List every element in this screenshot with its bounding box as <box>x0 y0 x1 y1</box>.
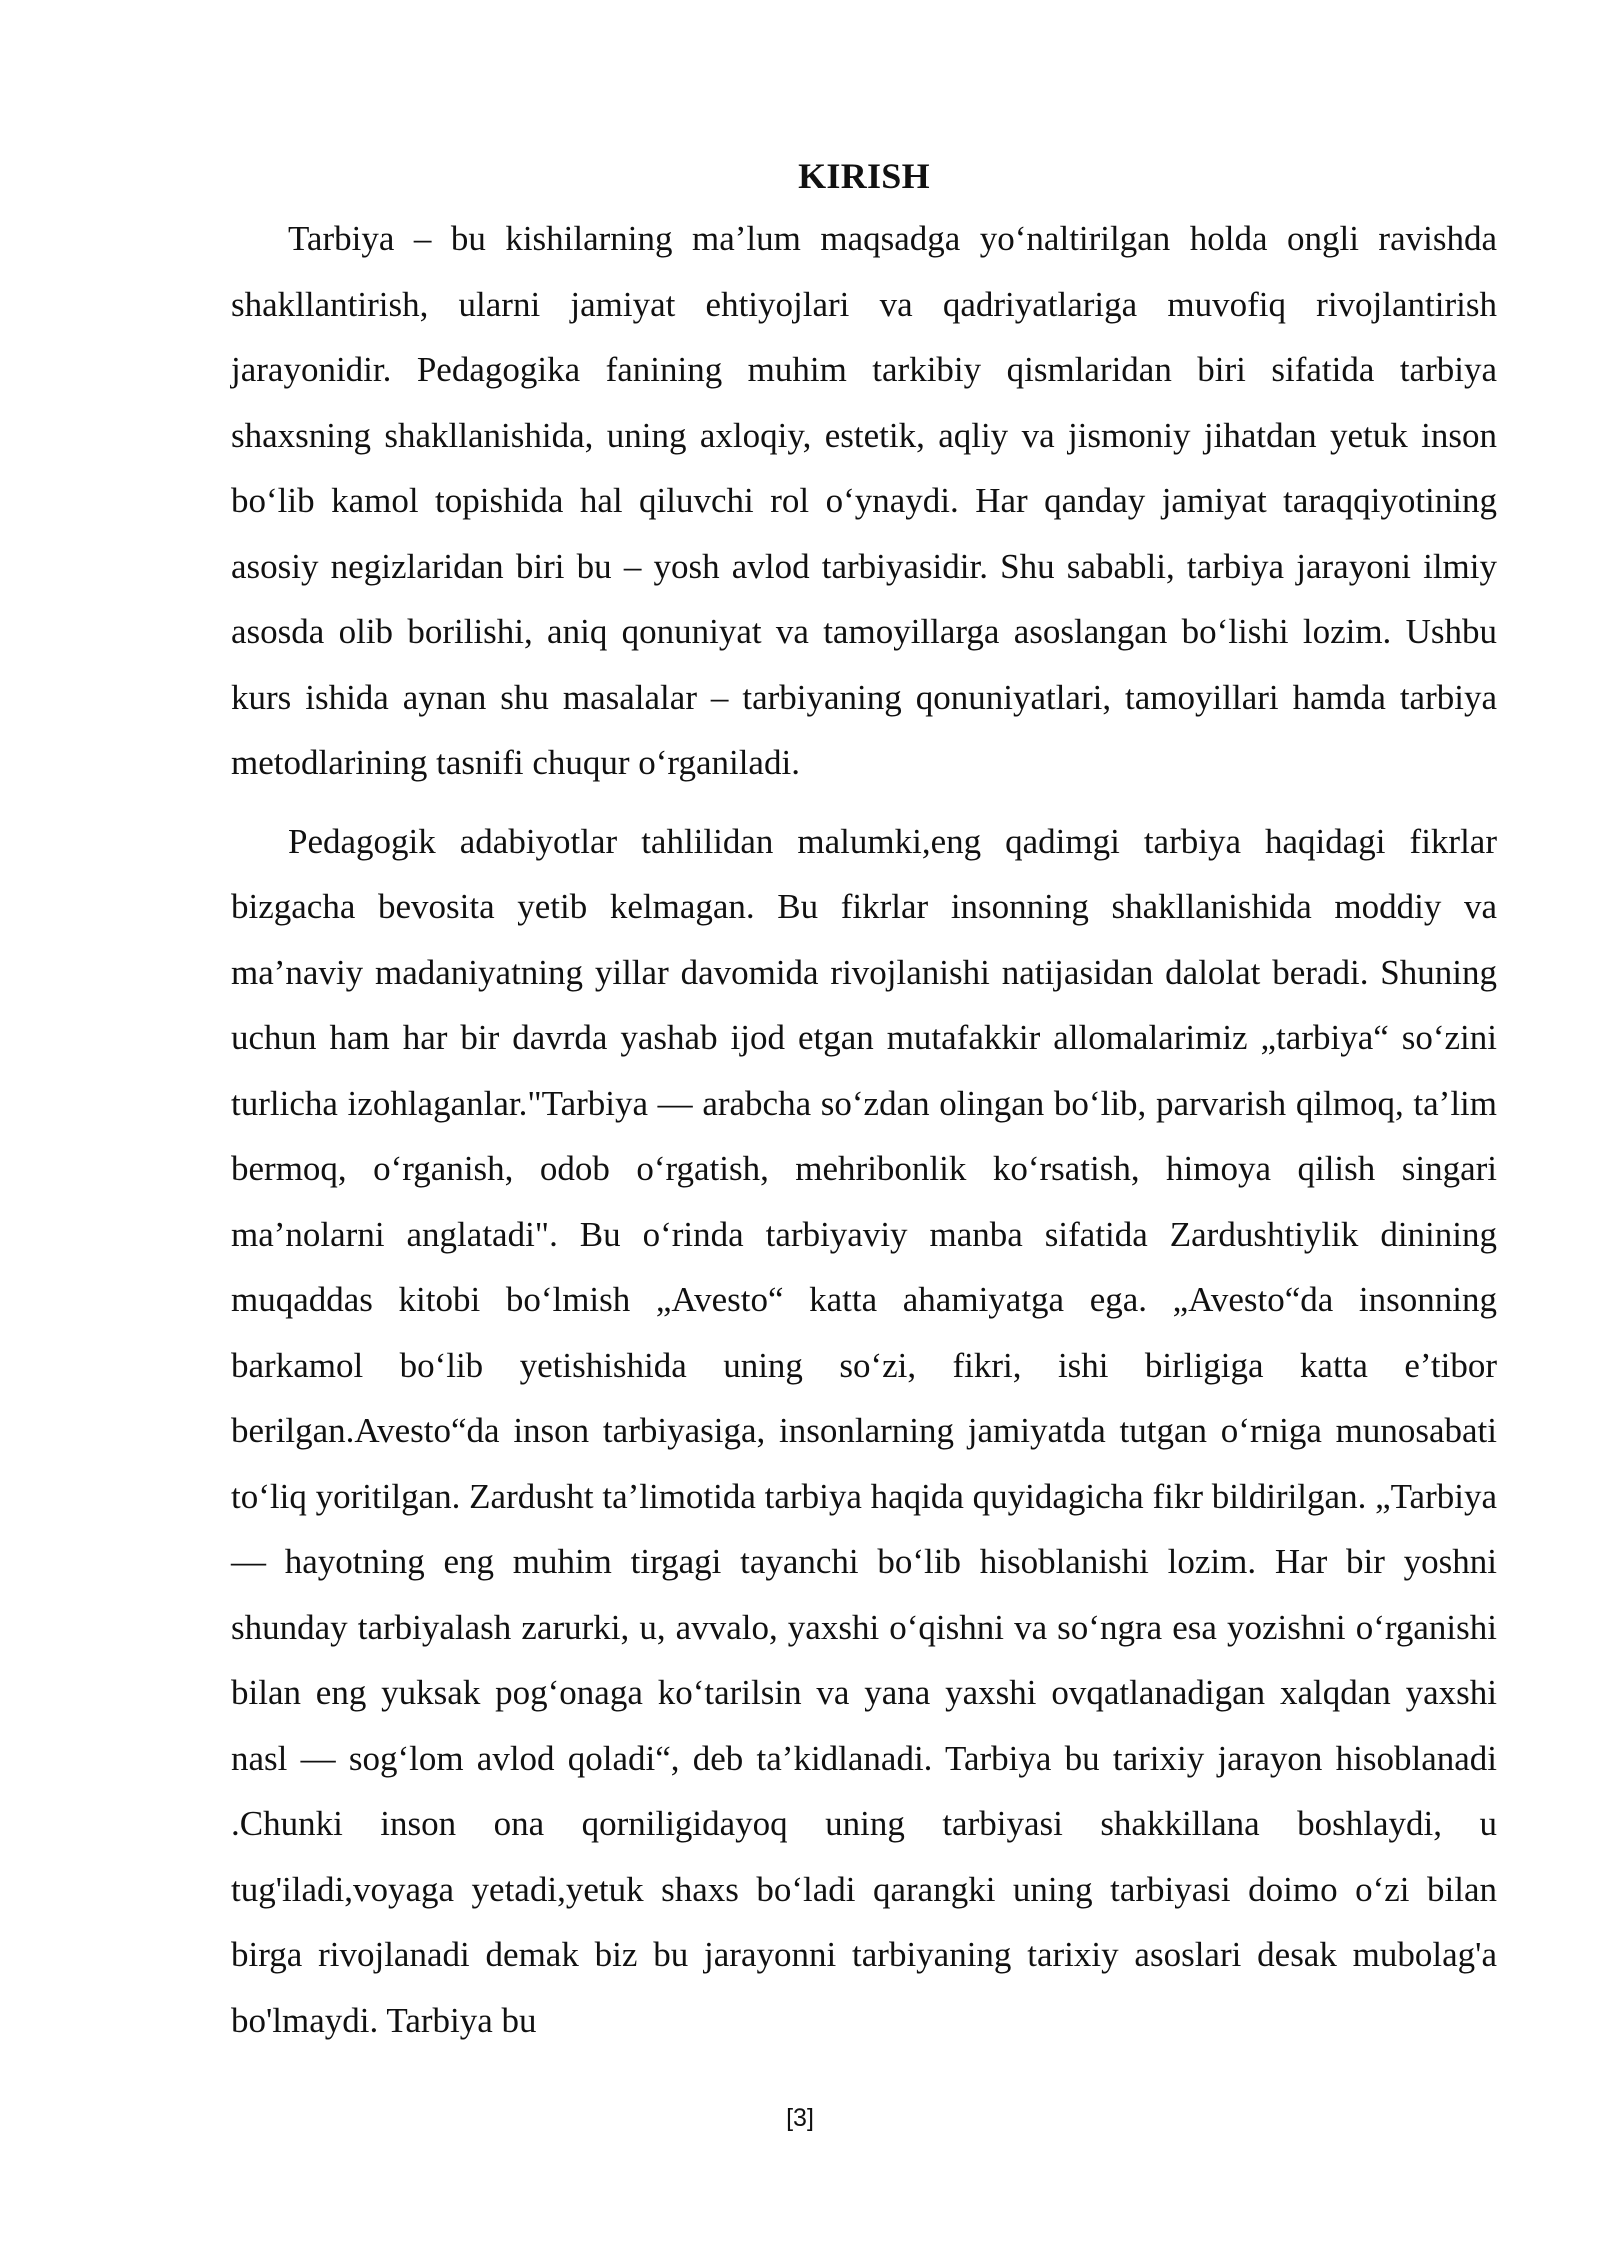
paragraph-history: Pedagogik adabiyotlar tahlilidan malumki,eng qadimgi tarbiya haqidagi fikrlar bizgacha bevosita yetib kelmagan. Bu fikrlar insonning shakllanishida moddiy va ma’naviy madaniyatning yillar davomida rivojlanishi natijasidan dalolat beradi. Shuning uchun ham har bir davrda yashab ijod etgan mutafakkir allomalarimiz „tarbiya“ so‘zini turlicha izohlaganlar."Tarbiya — arabcha so‘zdan olingan bo‘lib, parvarish qilmoq, ta’lim bermoq, o‘rganish, odob o‘rgatish, mehribonlik ko‘rsatish, himoya qilish singari ma’nolarni anglatadi". Bu o‘rinda tarbiyaviy manba sifatida Zardushtiylik dinining muqaddas kitobi bo‘lmish „Avesto“ katta ahamiyatga ega. „Avesto“da insonning barkamol bo‘lib yetishishida uning so‘zi, fikri, ishi birligiga katta e’tibor berilgan.Avesto“da inson tarbiyasiga, insonlarning jamiyatda tutgan o‘rniga munosabati to‘liq yoritilgan. Zardusht ta’limotida tarbiya haqida quyidagicha fikr bildirilgan. „Tarbiya — hayotning eng muhim tirgagi tayanchi bo‘lib hisoblanishi lozim. Har bir yoshni shunday tarbiyalash zarurki, u, avvalo, yaxshi o‘qishni va so‘ngra esa yozishni o‘rganishi bilan eng yuksak pog‘onaga ko‘tarilsin va yana yaxshi ovqatlanadigan xalqdan yaxshi nasl — sog‘lom avlod qoladi“, deb ta’kidlanadi. Tarbiya bu tarixiy jarayon hisoblanadi .Chunki inson ona qorniligidayoq uning tarbiyasi shakkillana boshlaydi, u tug'iladi,voyaga yetadi,yetuk shaxs bo‘ladi qarangki uning tarbiyasi doimo o‘zi bilan birga rivojlanadi demak biz bu jarayonni tarbiyaning tarixiy asoslari desak mubolag'a bo'lmaydi. Tarbiya bu <box>231 821 1497 2040</box>
paragraph-intro: Tarbiya – bu kishilarning ma’lum maqsadga yo‘naltirilgan holda ongli ravishda shakllantirish, ularni jamiyat ehtiyojlari va qadriyatlariga muvofiq rivojlantirish jarayonidir. Pedagogika fanining muhim tarkibiy qismlaridan biri sifatida tarbiya shaxsning shakllanishida, uning axloqiy, estetik, aqliy va jismoniy jihatdan yetuk inson bo‘lib kamol topishida hal qiluvchi rol o‘ynaydi. Har qanday jamiyat taraqqiyotining asosiy negizlaridan biri bu – yosh avlod tarbiyasidir. Shu sababli, tarbiya jarayoni ilmiy asosda olib borilishi, aniq qonuniyat va tamoyillarga asoslangan bo‘lishi lozim. Ushbu kurs ishida aynan shu masalalar – tarbiyaning qonuniyatlari, tamoyillari hamda tarbiya metodlarining tasnifi chuqur o‘rganiladi. <box>231 219 1497 782</box>
section-title: KIRISH <box>798 156 930 196</box>
page-content <box>231 150 1497 2053</box>
page-number: [3] <box>786 2104 814 2132</box>
